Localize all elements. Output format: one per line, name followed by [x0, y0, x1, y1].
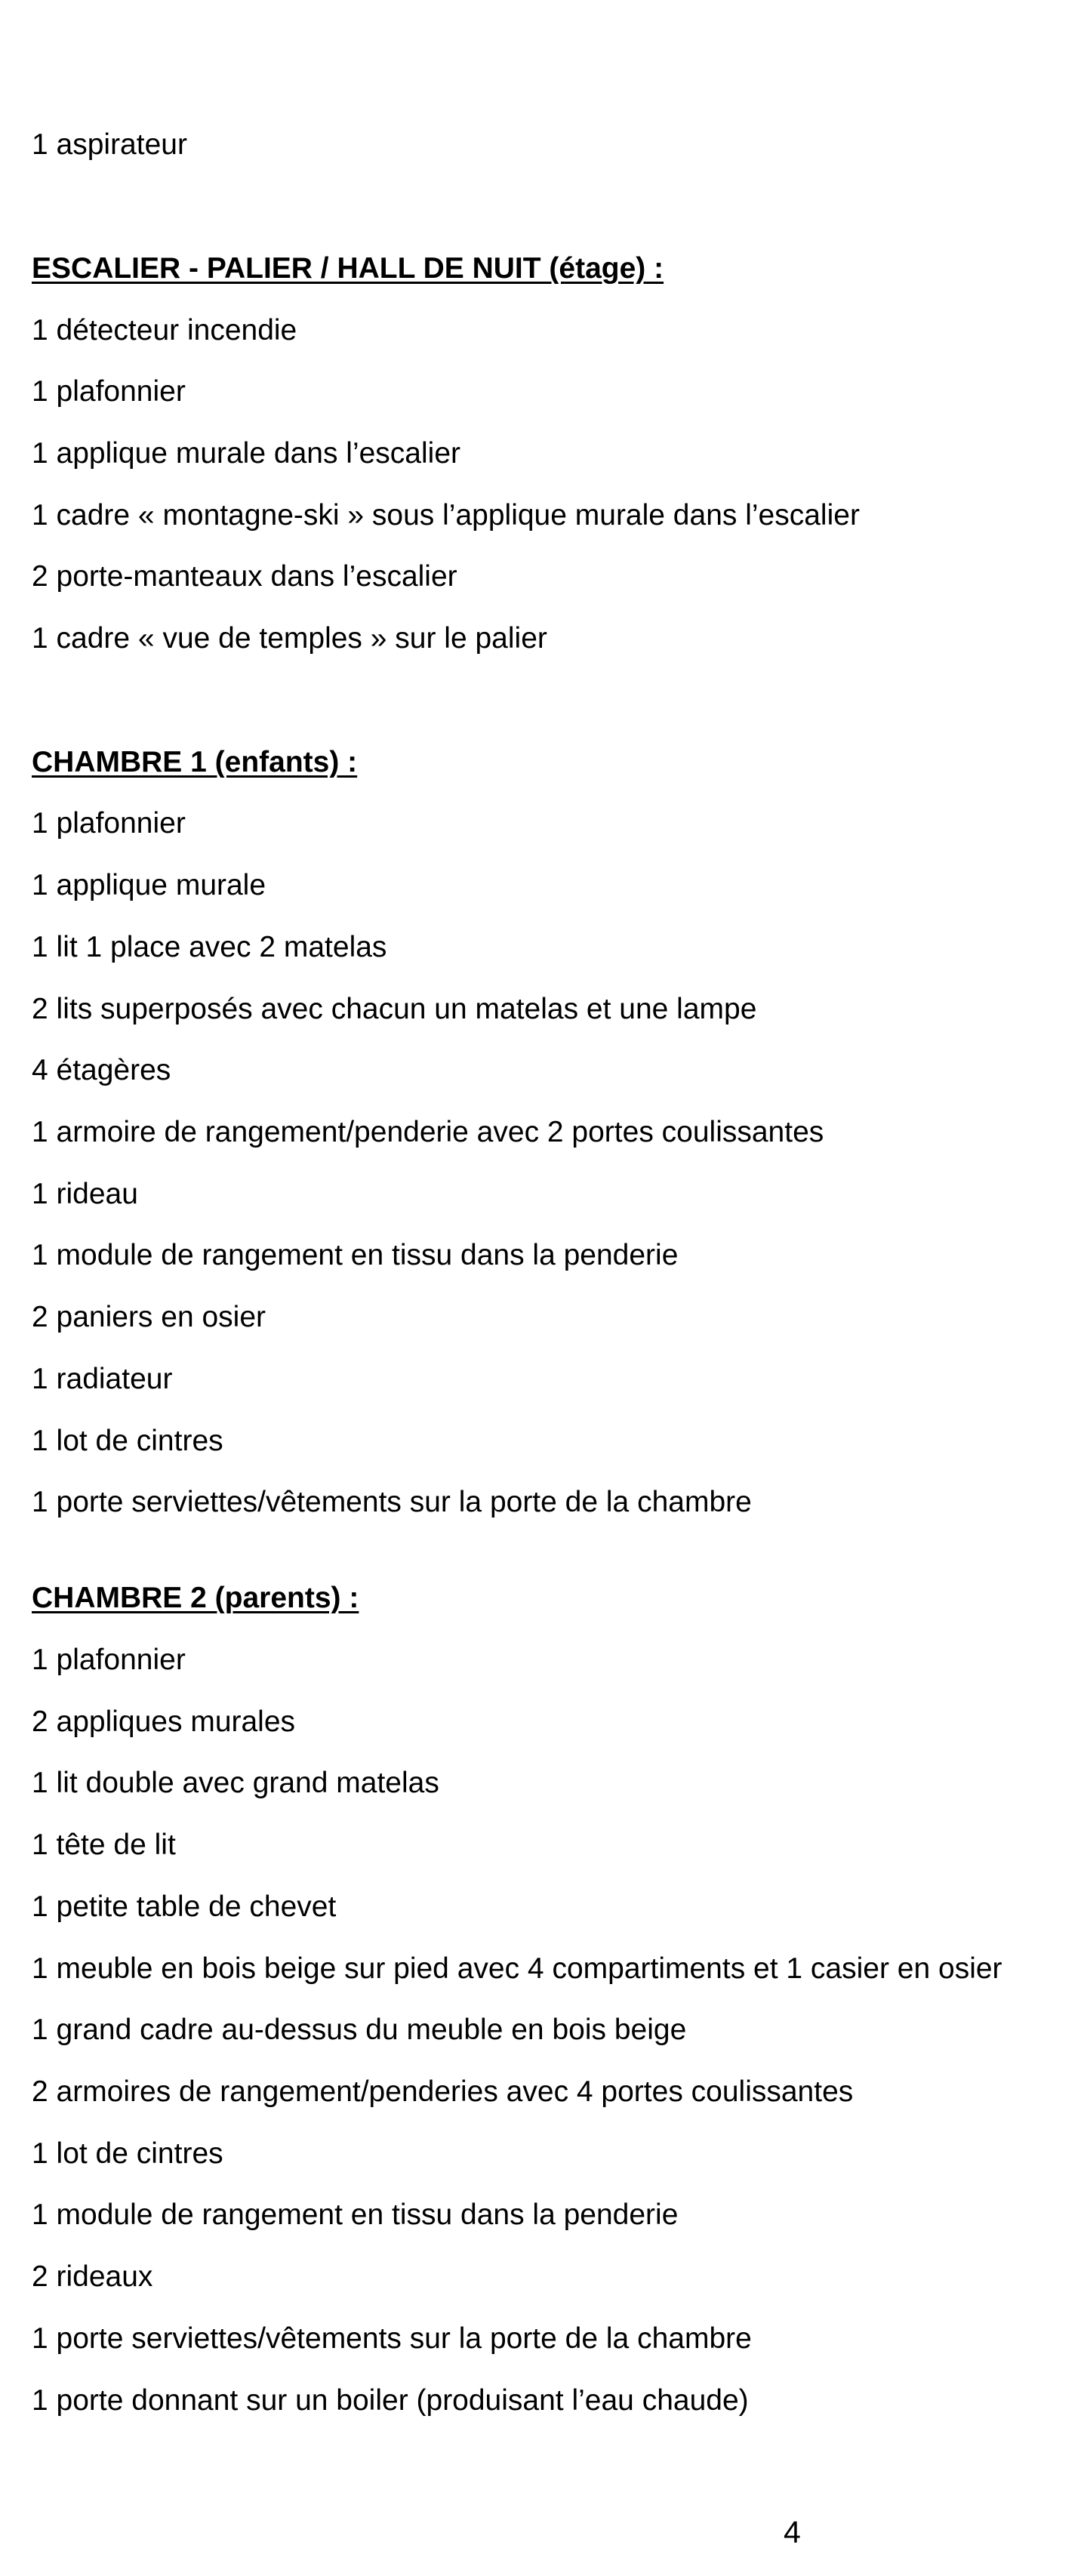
list-item: 1 plafonnier	[32, 807, 186, 840]
list-item: 4 étagères	[32, 1054, 171, 1086]
list-item: 1 meuble en bois beige sur pied avec 4 compartiments et 1 casier en osier	[32, 1952, 1002, 1985]
list-item: 1 rideau	[32, 1178, 138, 1210]
list-item: 1 applique murale	[32, 869, 266, 901]
list-item: 1 applique murale dans l’escalier	[32, 437, 460, 470]
list-item: 1 cadre « montagne-ski » sous l’applique murale dans l’escalier	[32, 499, 860, 532]
list-item: 2 porte-manteaux dans l’escalier	[32, 560, 457, 593]
list-item: 1 porte donnant sur un boiler (produisant l’eau chaude)	[32, 2384, 749, 2417]
list-item: 1 lit double avec grand matelas	[32, 1767, 439, 1799]
list-item: 1 module de rangement en tissu dans la penderie	[32, 1239, 679, 1271]
section-heading-escalier: ESCALIER - PALIER / HALL DE NUIT (étage) :	[32, 252, 664, 285]
list-item: 1 lot de cintres	[32, 2137, 223, 2170]
list-item: 1 porte serviettes/vêtements sur la porte de la chambre	[32, 2322, 752, 2355]
list-item: 1 cadre « vue de temples » sur le palier	[32, 622, 547, 655]
list-item: 2 armoires de rangement/penderies avec 4 portes coulissantes	[32, 2075, 854, 2108]
list-item: 1 tête de lit	[32, 1829, 176, 1861]
list-item: 1 lit 1 place avec 2 matelas	[32, 931, 387, 963]
list-item: 1 radiateur	[32, 1363, 173, 1395]
list-item: 1 module de rangement en tissu dans la penderie	[32, 2199, 679, 2231]
list-item: 2 appliques murales	[32, 1706, 296, 1738]
page-number: 4	[784, 2515, 801, 2550]
list-item: 2 lits superposés avec chacun un matelas et une lampe	[32, 993, 757, 1025]
list-item: 1 armoire de rangement/penderie avec 2 portes coulissantes	[32, 1116, 824, 1148]
list-item: 1 plafonnier	[32, 1644, 186, 1676]
list-item: 1 aspirateur	[32, 128, 187, 161]
list-item: 1 porte serviettes/vêtements sur la porte de la chambre	[32, 1486, 752, 1518]
list-item: 2 rideaux	[32, 2260, 153, 2293]
list-item: 1 plafonnier	[32, 375, 186, 408]
list-item: 1 détecteur incendie	[32, 314, 297, 347]
list-item: 1 petite table de chevet	[32, 1890, 337, 1923]
section-heading-chambre-1: CHAMBRE 1 (enfants) :	[32, 746, 358, 778]
list-item: 2 paniers en osier	[32, 1301, 266, 1333]
list-item: 1 grand cadre au-dessus du meuble en bois beige	[32, 2014, 687, 2046]
section-heading-chambre-2: CHAMBRE 2 (parents) :	[32, 1582, 359, 1614]
list-item: 1 lot de cintres	[32, 1425, 223, 1457]
